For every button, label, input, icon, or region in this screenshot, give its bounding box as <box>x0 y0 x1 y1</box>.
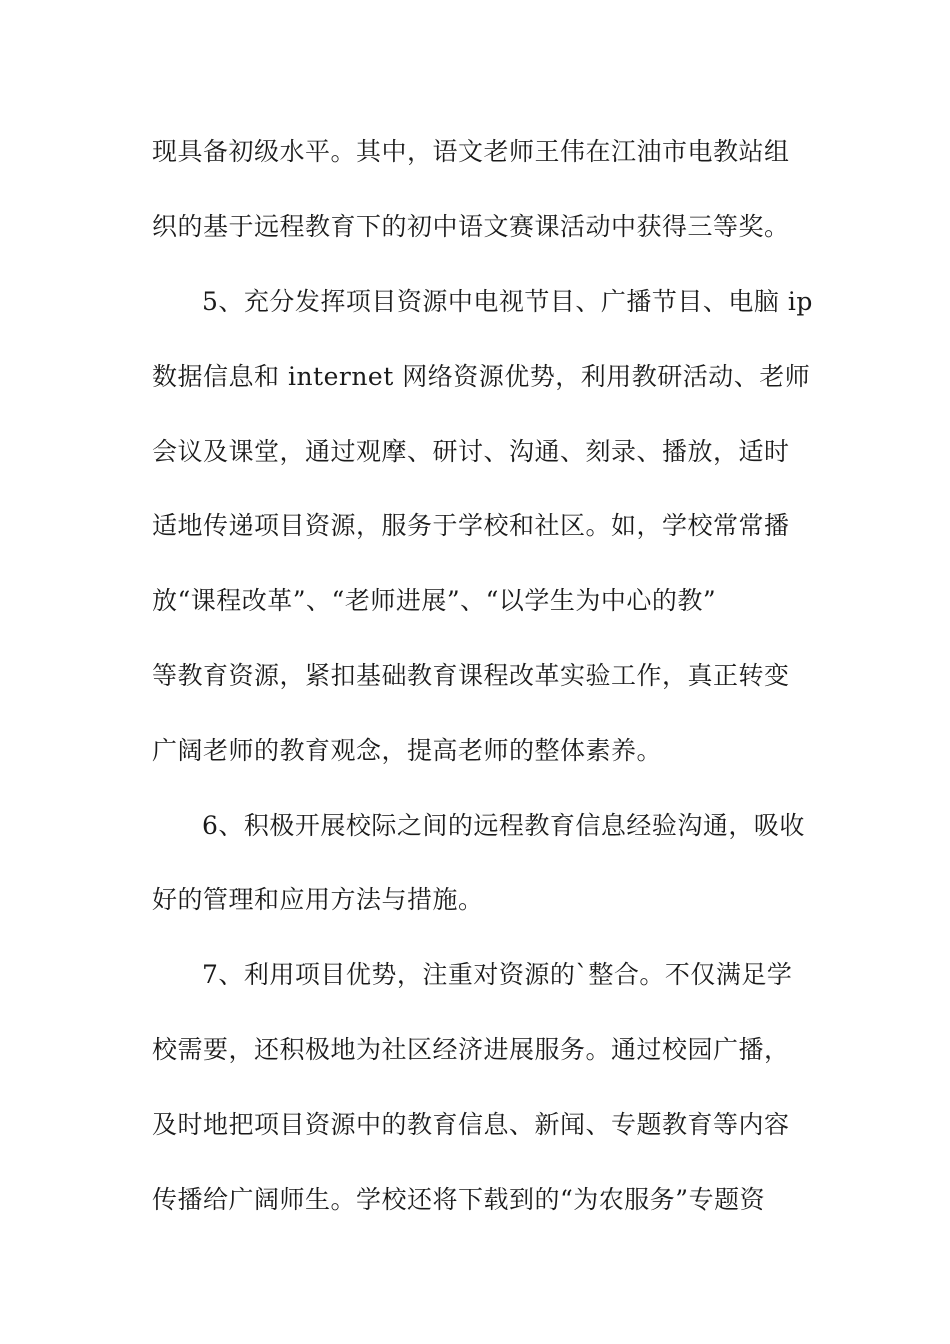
text-line: 会议及课堂，通过观摩、研讨、沟通、刻录、播放，适时 <box>152 437 790 466</box>
text-line: 传播给广阔师生。学校还将下载到的“为农服务”专题资 <box>152 1185 766 1214</box>
paragraph-7-first-line: 7、利用项目优势，注重对资源的`整合。不仅满足学 <box>202 960 793 989</box>
text-line: 适地传递项目资源，服务于学校和社区。如，学校常常播 <box>152 511 790 540</box>
text-line: 广阔老师的教育观念，提高老师的整体素养。 <box>152 736 663 765</box>
text-line: 好的管理和应用方法与措施。 <box>152 885 484 914</box>
text-line: 放“课程改革”、“老师进展”、“以学生为中心的教” <box>152 586 717 615</box>
text-line: 现具备初级水平。其中，语文老师王伟在江油市电教站组 <box>152 137 790 166</box>
text-line: 及时地把项目资源中的教育信息、新闻、专题教育等内容 <box>152 1110 790 1139</box>
text-line: 数据信息和 internet 网络资源优势，利用教研活动、老师 <box>152 362 811 391</box>
text-line: 校需要，还积极地为社区经济进展服务。通过校园广播， <box>152 1035 790 1064</box>
text-line: 等教育资源，紧扣基础教育课程改革实验工作，真正转变 <box>152 661 790 690</box>
text-line: 织的基于远程教育下的初中语文赛课活动中获得三等奖。 <box>152 212 790 241</box>
paragraph-6-first-line: 6、积极开展校际之间的远程教育信息经验沟通，吸收 <box>202 811 805 840</box>
paragraph-5-first-line: 5、充分发挥项目资源中电视节目、广播节目、电脑 ip <box>202 287 813 316</box>
